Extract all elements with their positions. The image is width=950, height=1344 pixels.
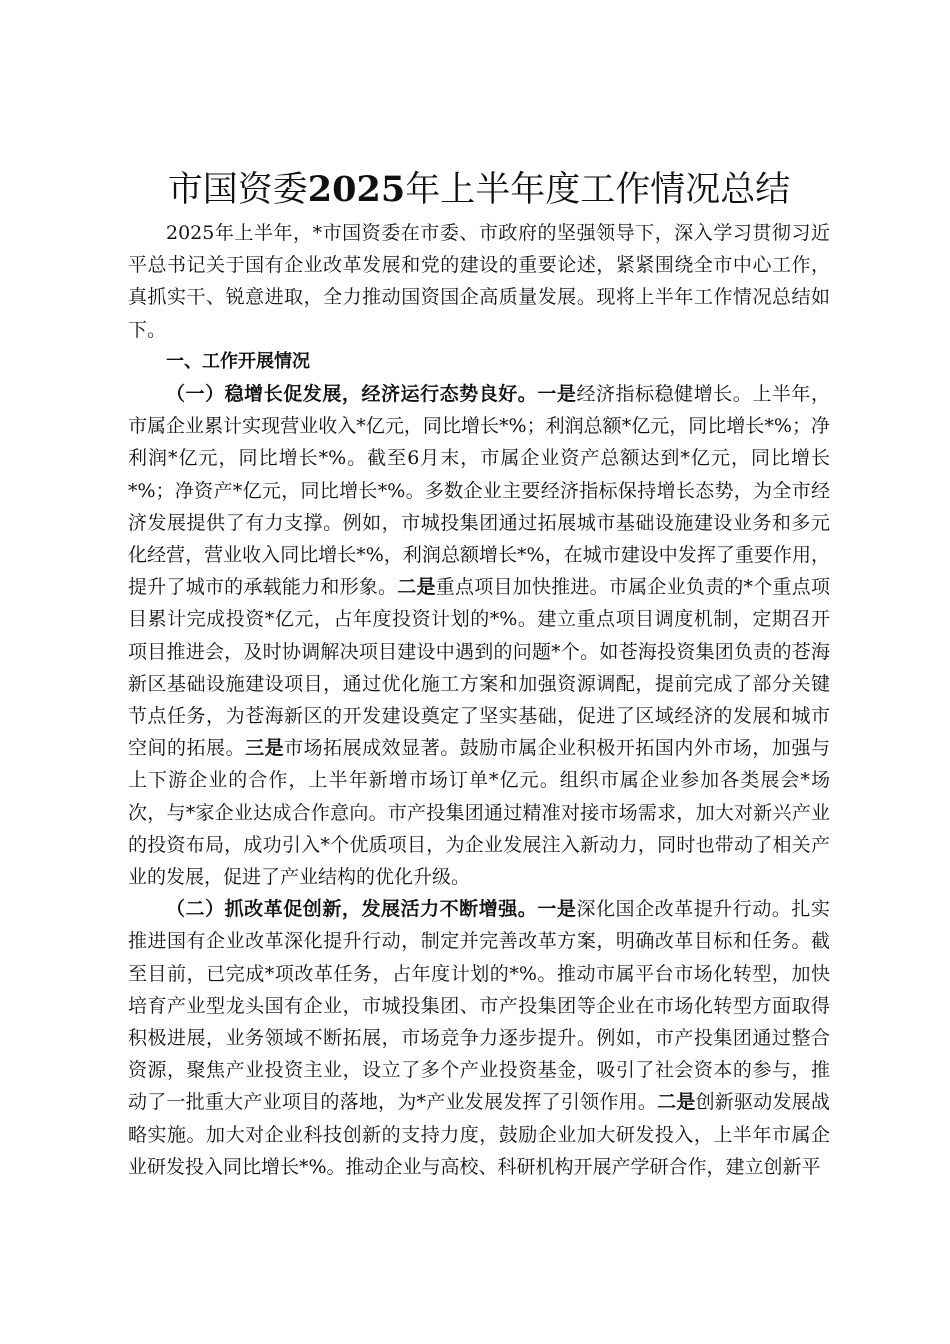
subsection-1-text-2: 重点项目加快推进。市属企业负责的*个重点项目累计完成投资*亿元，占年度投资计划的*%。建立重点项目调度机制，定期召开项目推进会，及时协调解决项目建设中遇到的问题*个。如苍海投资集团负责的苍海新区基础设施建设项目，通过优化施工方案和加强资源调配，提前完成了部分关键节点任务，为苍海新区的开发建设奠定了坚实基础，促进了区域经济的发展和城市空间的拓展。: [128, 576, 830, 760]
document-page: [128, 165, 830, 1183]
title-year: 2025: [307, 169, 406, 210]
title-prefix: 市国资委: [167, 170, 308, 210]
subsection-2-marker-2: 二是: [657, 1091, 696, 1114]
subsection-2-text-2: 创新驱动发展战略实施。加大对企业科技创新的支持力度，鼓励企业加大研发投入，上半年市属企业研发投入同比增长*%。推动企业与高校、科研机构开展产学研合作，建立创新平: [128, 1091, 830, 1178]
document-title: [128, 165, 830, 215]
subsection-1-marker-1: 一是: [537, 383, 577, 406]
section-heading-1: 一、工作开展情况: [166, 350, 310, 372]
subsection-1-lead: （一）稳增长促发展，经济运行态势良好。: [166, 383, 538, 406]
intro-paragraph: 2025年上半年，*市国资委在市委、市政府的坚强领导下，深入学习贯彻习近平总书记关于国有企业改革发展和党的建设的重要论述，紧紧围绕全市中心工作，真抓实干、锐意进取，全力推动国资国企高质量发展。现将上半年工作情况总结如下。: [128, 222, 830, 341]
subsection-2-paragraph: [128, 893, 830, 1183]
subsection-1-marker-2: 二是: [397, 576, 436, 599]
subsection-1-text-1: 经济指标稳健增长。上半年，市属企业累计实现营业收入*亿元，同比增长*%；利润总额*亿元，同比增长*%；净利润*亿元，同比增长*%。截至6月末，市属企业资产总额达到*亿元，同比增长*%；净资产*亿元，同比增长*%。多数企业主要经济指标保持增长态势，为全市经济发展提供了有力支撑。例如，市城投集团通过拓展城市基础设施建设业务和多元化经营，营业收入同比增长*%，利润总额增长*%，在城市建设中发挥了重要作用，提升了城市的承载能力和形象。: [128, 383, 830, 599]
subsection-2-marker-1: 一是: [537, 898, 577, 921]
subsection-2-lead: （二）抓改革促创新，发展活力不断增强。: [166, 898, 538, 921]
subsection-1-paragraph: [128, 378, 830, 893]
subsection-1-marker-3: 三是: [245, 737, 285, 760]
subsection-1-text-3: 市场拓展成效显著。鼓励市属企业积极开拓国内外市场，加强与上下游企业的合作，上半年新增市场订单*亿元。组织市属企业参加各类展会*场次，与*家企业达成合作意向。市产投集团通过精准对接市场需求，加大对新兴产业的投资布局，成功引入*个优质项目，为企业发展注入新动力，同时也带动了相关产业的发展，促进了产业结构的优化升级。: [128, 737, 830, 889]
subsection-2-text-1: 深化国企改革提升行动。扎实推进国有企业改革深化提升行动，制定并完善改革方案，明确改革目标和任务。截至目前，已完成*项改革任务，占年度计划的*%。推动市属平台市场化转型，加快培育产业型龙头国有企业，市城投集团、市产投集团等企业在市场化转型方面取得积极进展，业务领域不断拓展，市场竞争力逐步提升。例如，市产投集团通过整合资源，聚焦产业投资主业，设立了多个产业投资基金，吸引了社会资本的参与，推动了一批重大产业项目的落地，为*产业发展发挥了引领作用。: [128, 898, 830, 1114]
title-suffix: 年上半年度工作情况总结: [405, 170, 791, 210]
